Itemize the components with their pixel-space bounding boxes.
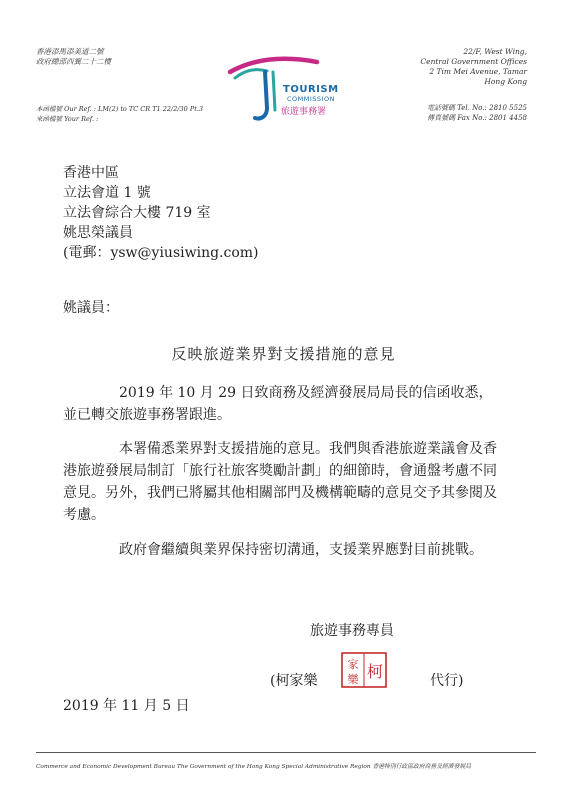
reference-block xyxy=(36,104,203,124)
signatory-title: 旅遊事務專員 xyxy=(310,623,394,639)
seal-char: 家 xyxy=(347,658,359,671)
recipient-address xyxy=(63,163,259,263)
address-en-line: 22/F, West Wing, xyxy=(463,47,527,56)
paragraph-1: 2019 年 10 月 29 日致商務及經濟發展局局長的信函收悉，並已轉交旅遊事務署跟進。 xyxy=(63,385,493,423)
signatory-name-open: (柯家樂 xyxy=(270,673,318,689)
address-en-line: 2 Tim Mei Avenue, Tamar xyxy=(429,67,527,76)
recipient-email: (電郵：ysw@yiusiwing.com) xyxy=(63,245,259,261)
footer-text: Commerce and Economic Development Bureau The Government of the Hong Kong Special Administrative Region 香港特別行政區政府商務及經濟發展局 xyxy=(36,764,471,770)
recipient-line: 香港中區 xyxy=(63,165,119,181)
recipient-line: 立法會道 1 號 xyxy=(63,185,151,201)
address-zh-line: 香港添馬添美道二號 xyxy=(36,47,104,56)
your-ref xyxy=(36,114,203,124)
sender-address-chinese xyxy=(36,47,111,67)
tel-number: 電話號碼 Tel. No.: 2810 5525 xyxy=(426,104,527,112)
sender-address-english xyxy=(420,47,527,87)
our-ref-value: LM(2) to TC CR T1 22/2/30 Pt.3 xyxy=(98,105,204,113)
our-ref xyxy=(36,104,203,114)
fax-number: 傳真號碼 Fax No.: 2801 4458 xyxy=(427,114,527,122)
footer-divider xyxy=(36,752,536,753)
paragraph-2: 本署備悉業界對支援措施的意見。我們與香港旅遊業議會及香港旅遊發展局制訂「旅行社旅客獎勵計劃」的細節時，會通盤考慮不同意見。另外，我們已將屬其他相關部門及機構範疇的意見交予其參閱及考慮。 xyxy=(63,441,497,523)
logo-tourism-text: TOURISM xyxy=(283,84,339,95)
salutation: 姚議員： xyxy=(63,300,119,316)
seal-char: 柯 xyxy=(366,662,384,681)
address-zh-line: 政府總部西翼二十二樓 xyxy=(36,57,111,66)
seal-stamp-icon xyxy=(340,651,388,689)
letter-subject: 反映旅遊業界對支援措施的意見 xyxy=(171,345,396,363)
our-ref-label: 本函檔號 Our Ref. : xyxy=(36,105,96,113)
address-en-line: Central Government Offices xyxy=(420,57,527,66)
your-ref-label: 來函檔號 Your Ref. : xyxy=(36,115,99,123)
address-en-line: Hong Kong xyxy=(484,77,527,86)
paragraph-3: 政府會繼續與業界保持密切溝通，支援業界應對目前挑戰。 xyxy=(119,542,483,558)
logo-commission-text: COMMISSION xyxy=(287,95,335,103)
signatory-name-close: 代行) xyxy=(430,673,464,689)
seal-char: 樂 xyxy=(347,673,359,686)
recipient-line: 立法會綜合大樓 719 室 xyxy=(63,205,211,221)
logo-chinese-text: 旅遊事務署 xyxy=(281,107,327,117)
contact-numbers xyxy=(427,103,527,123)
recipient-line: 姚思榮議員 xyxy=(63,225,133,241)
letter-date: 2019 年 11 月 5 日 xyxy=(63,698,190,714)
